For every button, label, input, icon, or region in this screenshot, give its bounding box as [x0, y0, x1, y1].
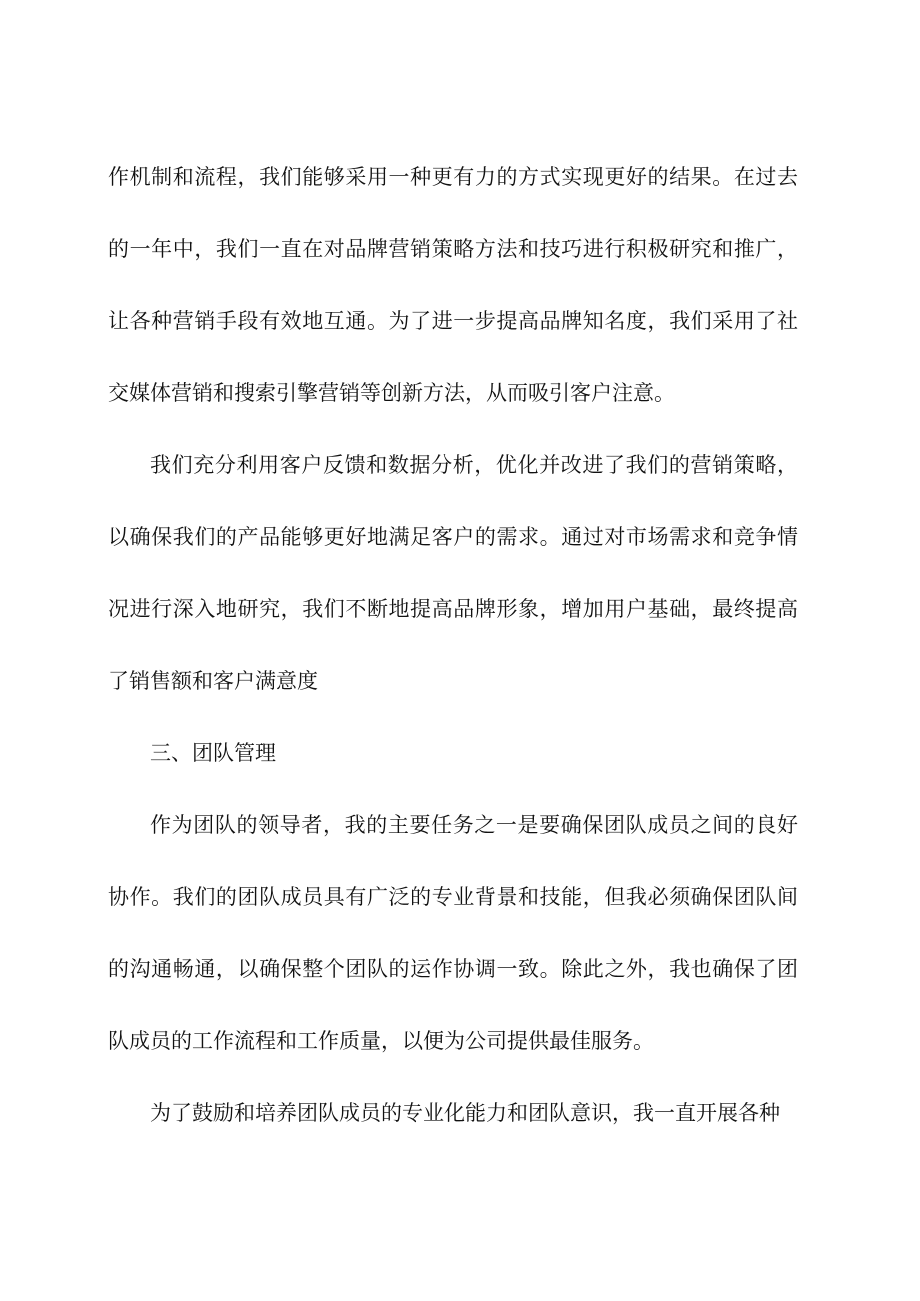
- paragraph-team-leadership: 作为团队的领导者，我的主要任务之一是要确保团队成员之间的良好协作。我们的团队成员具有广泛的专业背景和技能，但我必须确保团队间的沟通畅通，以确保整个团队的运作协调一致。除此之外，我也确保了团队成员的工作流程和工作质量，以便为公司提供最佳服务。: [108, 813, 798, 1053]
- document-body: [108, 141, 798, 1149]
- paragraph-customer-feedback: 我们充分利用客户反馈和数据分析，优化并改进了我们的营销策略，以确保我们的产品能够更好地满足客户的需求。通过对市场需求和竞争情况进行深入地研究，我们不断地提高品牌形象，增加用户基础，最终提高了销售额和客户满意度: [108, 453, 798, 693]
- paragraph-team-training: 为了鼓励和培养团队成员的专业化能力和团队意识，我一直开展各种: [150, 1101, 780, 1125]
- section-heading-team-management: 三、团队管理: [150, 741, 276, 765]
- paragraph-marketing-methods: 作机制和流程，我们能够采用一种更有力的方式实现更好的结果。在过去的一年中，我们一直在对品牌营销策略方法和技巧进行积极研究和推广，让各种营销手段有效地互通。为了进一步提高品牌知名度，我们采用了社交媒体营销和搜索引擎营销等创新方法，从而吸引客户注意。: [108, 165, 798, 405]
